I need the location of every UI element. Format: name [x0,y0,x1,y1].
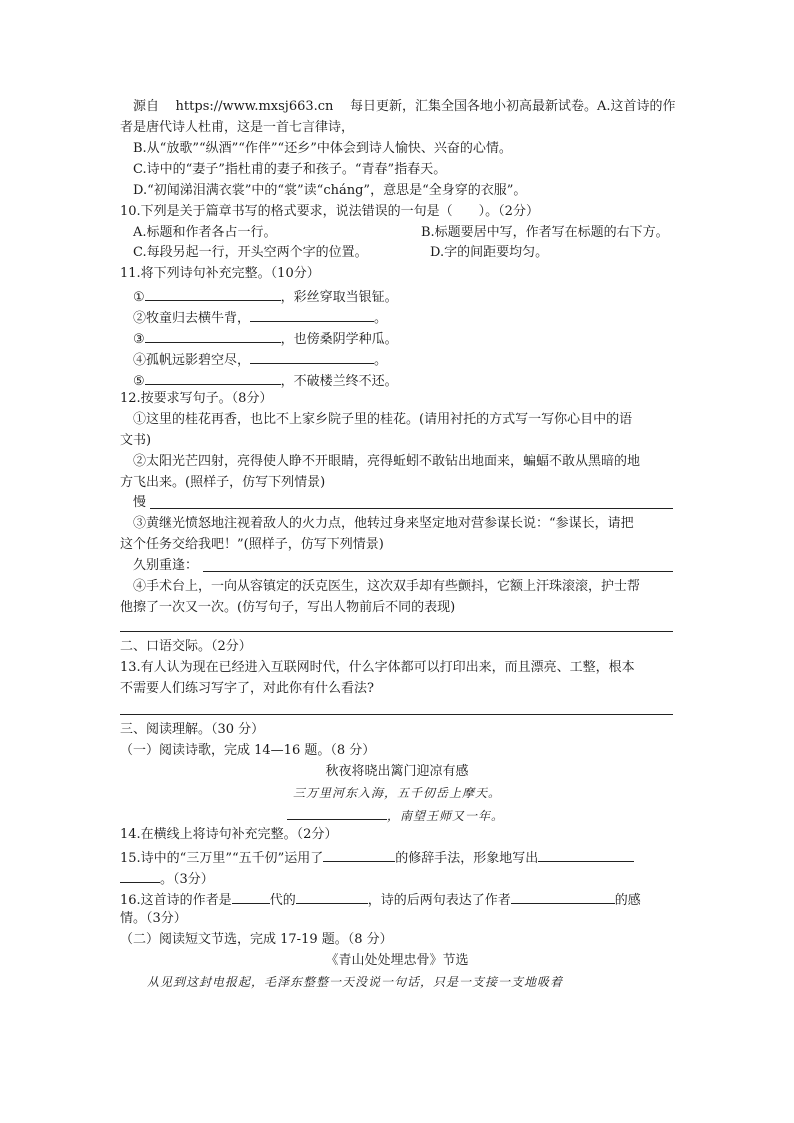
q12-s1-line1: ①这里的桂花再香，也比不上家乡院子里的桂花。(请用衬托的方式写一写你心目中的语 [133,412,633,427]
section-3-title: 三、阅读理解。（30 分） [120,722,265,737]
q13-line1: 13.有人认为现在已经进入互联网时代，什么字体都可以打印出来，而且漂亮、工整，根本 [120,660,635,675]
poem-line: ②牧童归去横牛背， [133,311,251,326]
q9-line1 [133,98,676,116]
poem-line: ，不破楼兰终不还。 [280,374,398,389]
q12-s1-line2: 文书) [120,433,152,448]
q11-item-1 [133,286,398,307]
q9-line2: 者是唐代诗人杜甫，这是一首七言律诗， [120,120,355,135]
answer-blank[interactable] [145,328,281,343]
item-number: ③ [133,332,145,347]
answer-line[interactable] [120,714,673,715]
poem-line: ④孤帆远影碧空尽， [133,353,251,368]
answer-blank[interactable] [287,805,387,820]
q15-line1 [120,847,634,868]
q12-s2-prompt: 慢 [133,495,147,510]
q16-line1 [120,889,641,910]
answer-blank[interactable] [120,868,160,883]
period: 。 [374,311,388,326]
source-label: 源自 [133,99,160,114]
q16-text-b: 代的 [269,893,296,908]
poem-line: ，也傍桑阴学种瓜。 [280,332,398,347]
item-number: ① [133,290,145,305]
q9-option-b: B.从“放歌”“纵酒”“作伴”“还乡”中体会到诗人愉快、兴奋的心情。 [133,141,512,156]
q12-s4-line1: ④手术台上，一向从容镇定的沃克医生，这次双手却有些颤抖，它额上汗珠滚滚，护士帮 [133,579,641,594]
answer-blank[interactable] [296,889,368,904]
q10-option-d: D.字的间距要均匀。 [430,245,549,260]
q11-stem: 11.将下列诗句补充完整。（10分） [120,266,320,281]
q14: 14.在横线上将诗句补充完整。（2分） [120,827,338,842]
section-2-title: 二、口语交际。（2分） [120,639,252,654]
q12-s3-line1: ③黄继光愤怒地注视着敌人的火力点，他转过身来坚定地对营参谋长说：“参谋长，请把 [133,516,634,531]
part-1-heading: （一）阅读诗歌，完成 14—16 题。（8 分） [120,743,376,758]
q12-s4-line2: 他擦了一次又一次。(仿写句子，写出人物前后不同的表现) [120,600,456,615]
q9-option-c: C.诗中的“妻子”指杜甫的妻子和孩子。“青春”指春天。 [133,162,447,177]
q11-item-2 [133,307,387,328]
q15-text-b: 的修辞手法，形象地写出 [395,851,539,866]
q16-text-d: 的感 [614,893,641,908]
period: 。 [374,353,388,368]
q12-s3-line2: 这个任务交给我吧！”(照样子，仿写下列情景) [120,537,384,552]
answer-blank[interactable] [145,286,281,301]
q10-option-a: A.标题和作者各占一行。 [133,225,277,240]
q9-option-d: D.“初闻涕泪满衣裳”中的“裳”读“cháng”，意思是“全身穿的衣服”。 [133,183,527,198]
q12-s3-prompt: 久别重逢： [133,558,199,573]
q12-s2-line2: 方飞出来。(照样子，仿写下列情景) [120,475,326,490]
q11-item-3 [133,328,398,349]
q16-text-a: 16.这首诗的作者是 [120,893,232,908]
answer-line[interactable] [203,571,673,572]
q11-item-5 [133,370,398,391]
poem-line-1: 三万里河东入海，五千仞岳上摩天。 [292,786,501,800]
answer-blank[interactable] [232,889,270,904]
q16-text-c: ，诗的后两句表达了作者 [367,893,511,908]
answer-blank[interactable] [250,307,374,322]
q10-option-b: B.标题要居中写，作者写在标题的右下方。 [421,225,669,240]
q15-text-a: 15.诗中的“三万里”“五千仞”运用了 [120,851,324,866]
answer-blank[interactable] [145,370,281,385]
part-2-heading: （二）阅读短文节选，完成 17-19 题。（8 分） [120,932,393,947]
q11-item-4 [133,349,387,370]
source-url: https://www.mxsj663.cn [175,99,334,114]
item-number: ⑤ [133,374,145,389]
q12-s2-line1: ②太阳光芒四射，亮得使人睁不开眼睛，亮得蚯蚓不敢钻出地面来，蝙蝠不敢从黑暗的地 [133,454,641,469]
answer-blank[interactable] [323,847,395,862]
answer-line[interactable] [120,631,673,632]
q15-line2 [120,868,214,889]
poem-line: ，彩丝穿取当银钲。 [280,290,398,305]
excerpt-title: 《青山处处埋忠骨》节选 [325,953,469,968]
q10-option-c: C.每段另起一行，开头空两个字的位置。 [133,245,368,260]
q9-line1-rest: 每日更新，汇集全国各地小初高最新试卷。A.这首诗的作 [349,99,676,114]
answer-blank[interactable] [511,889,615,904]
q16-line2: 情。（3分） [120,911,187,926]
poem-line-2 [287,805,504,826]
answer-blank[interactable] [538,847,634,862]
excerpt-line-1: 从见到这封电报起，毛泽东整整一天没说一句话，只是一支接一支地吸着 [147,975,564,989]
answer-line[interactable] [150,508,673,509]
answer-blank[interactable] [250,349,374,364]
poem-line-2-text: ，南望王师又一年。 [387,809,505,823]
q10-stem: 10.下列是关于篇章书写的格式要求，说法错误的一句是（ ）。（2分） [120,204,539,219]
q15-text-c: 。（3分） [160,872,214,887]
poem-title: 秋夜将晓出篱门迎凉有感 [325,764,469,779]
q12-stem: 12.按要求写句子。（8分） [120,391,273,406]
q13-line2: 不需要人们练习写字了，对此你有什么看法? [120,681,374,696]
